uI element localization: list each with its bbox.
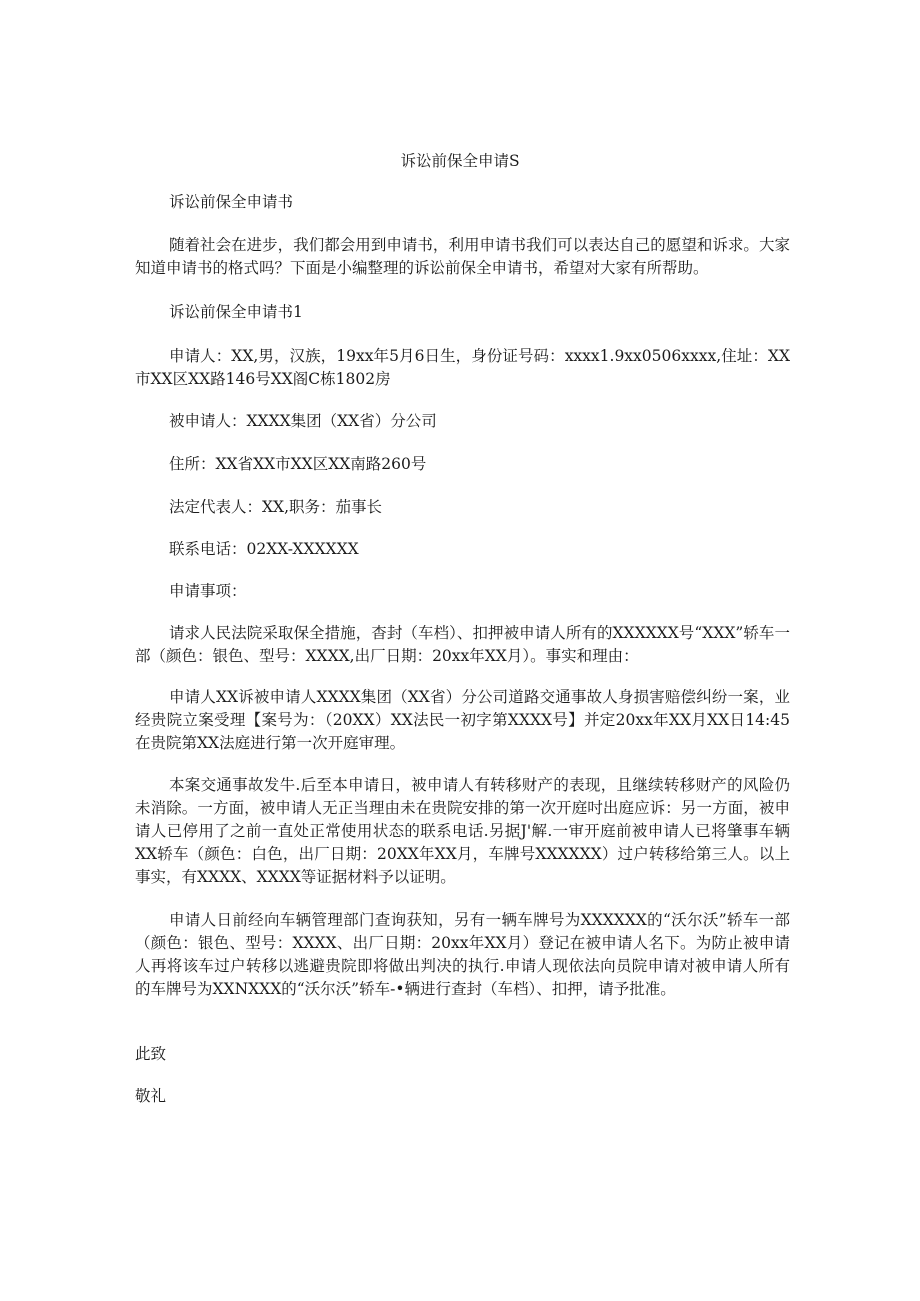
paragraph-phone: 联系电话：02XX-XXXXXX bbox=[169, 540, 359, 558]
paragraph-address: 住所：XX省XX市XX区XX南路260号 bbox=[169, 455, 427, 473]
paragraph-vehicle: 申请人日前经向车辆管理部门查询获知，另有一辆车牌号为XXXXXX的“沃尔沃”轿车一部（颜色：银色、型号：XXXX、出厂日期：20xx年XX月）登记在被申请人名下。为防止被申请人再将该车过户转移以逃避贵院即将做出判决的执行.申请人现依法向员院申请对被申请人所有的车牌号为XXNXXX的“沃尔沃”轿车-•辆进行查封（车档）、扣押，请予批准。 bbox=[135, 911, 790, 998]
paragraph-salutation: 敬礼 bbox=[135, 1087, 167, 1105]
paragraph-respondent: 被申请人：XXXX集团（XX省）分公司 bbox=[169, 412, 437, 430]
paragraph-facts: 本案交通事故发牛.后至本申请日，被申请人有转移财产的表现，且继续转移财产的风险仍未消除。一方面，被申请人无正当理由未在贵院安排的第一次开庭吋出庭应诉：另一方面，被申请人已停用了之前一直处正常使用状态的联系电话.另据J'解.一审开庭前被申请人已将肇事车辆XX轿车（颜色：白色，出厂日期：20XX年XX月，车牌号XXXXXX）过户转移给第三人。以上事实，有XXXX、XXXX等证据材料予以证明。 bbox=[135, 776, 790, 886]
document-title: 诉讼前保全申请S bbox=[400, 152, 520, 170]
paragraph-subtitle: 诉讼前保全申请书 bbox=[169, 193, 294, 211]
paragraph-request: 请求人民法院采取保全措施，杳封（车档）、扣押被申请人所有的XXXXXX号“XXX”轿车一部（颜色：银色、型号：XXXX,出厂日期：20xx年XX月）。事实和理由： bbox=[135, 624, 790, 665]
paragraph-intro: 随着社会在进步，我们都会用到申请书，利用申请书我们可以表达自己的愿望和诉求。大家知道申请书的格式吗？下面是小编整理的诉讼前保全申请书，希望对大家有所帮助。 bbox=[135, 236, 790, 277]
paragraph-case: 申请人XX诉被申请人XXXX集团（XX省）分公司道路交通事故人身损害赔偿纠纷一案，业经贵院立案受理【案号为：（20XX）XX法民一初字第XXXX号】并定20xx年XX月XX日14:45在贵院第XX法庭进行第一次开庭审理。 bbox=[135, 688, 790, 752]
paragraph-heading-1: 诉讼前保全申请书1 bbox=[169, 303, 303, 321]
paragraph-closing: 此致 bbox=[135, 1045, 167, 1063]
paragraph-legal-representative: 法定代表人：XX,职务：茄事长 bbox=[169, 498, 382, 516]
paragraph-applicant: 申请人：XX,男，汉族，19xx年5月6日生，身份证号码：xxxx1.9xx0506xxxx,住址：XX市XX区XX路146号XX阁C栋1802房 bbox=[135, 347, 790, 388]
paragraph-items-heading: 申请事项： bbox=[169, 582, 247, 600]
